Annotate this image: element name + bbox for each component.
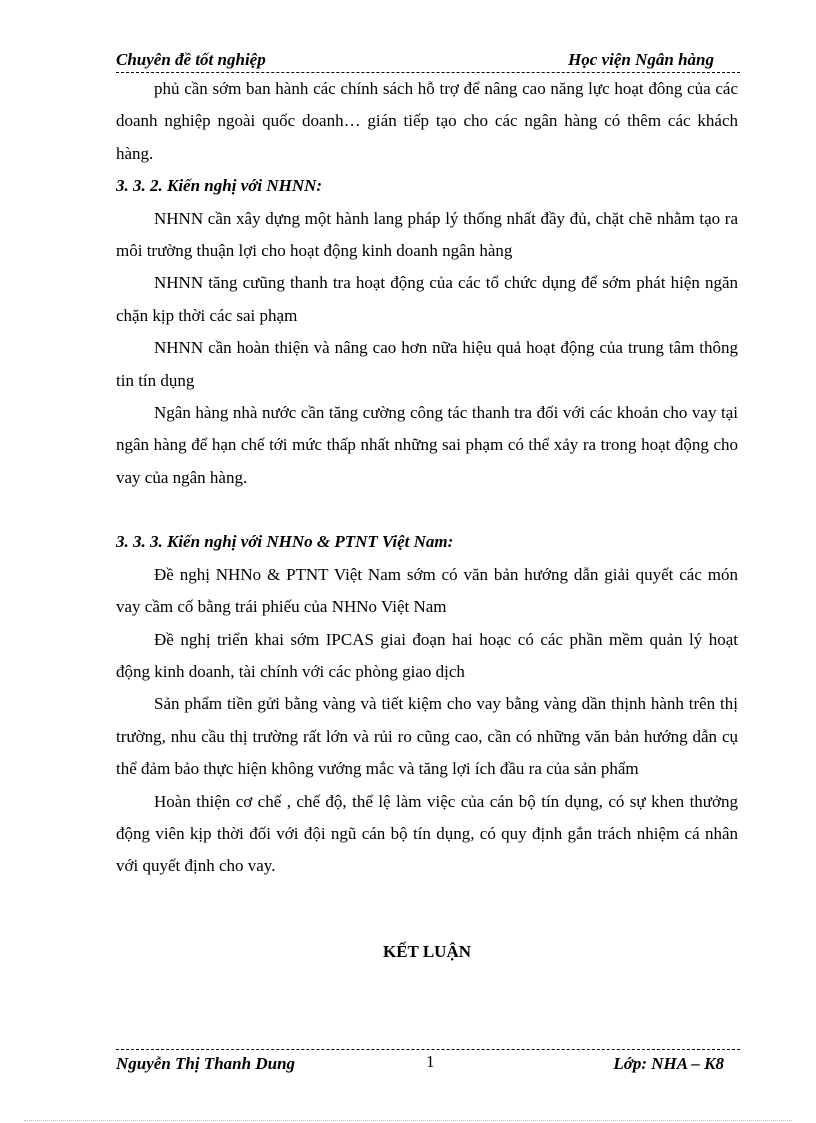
paragraph: Sản phẩm tiền gửi bằng vàng và tiết kiệm cho vay bằng vàng dần thịnh hành trên thị trường, nhu cầu thị trường rất lớn và rủi ro cũng cao, cần có những văn bản hướng dẫn cụ thể đảm bảo thực hiện không vướng mắc và tăng lợi ích đầu ra của sản phẩm: [116, 694, 738, 779]
header-document-type: Chuyên đề tốt nghiệp: [116, 50, 266, 69]
page-edge-divider: [24, 1120, 792, 1121]
conclusion-heading: KẾT LUẬN: [382, 942, 471, 961]
paragraph: NHNN tăng cưũng thanh tra hoạt động của các tổ chức dụng để sớm phát hiện ngăn chặn kịp thời các sai phạm: [116, 273, 738, 325]
paragraph-continuation: phủ cần sớm ban hành các chính sách hỗ trợ để nâng cao năng lực hoạt đông của các doanh nghiệp ngoài quốc doanh… gián tiếp tạo cho các ngân hàng có thêm các khách hàng.: [116, 79, 738, 163]
page-number: 1: [426, 1052, 435, 1071]
paragraph: NHNN cần xây dựng một hành lang pháp lý thống nhất đầy đủ, chặt chẽ nhằm tạo ra môi trường thuận lợi cho hoạt động kinh doanh ngân hàng: [116, 208, 738, 261]
section-heading-nhnn: 3. 3. 2. Kiến nghị với NHNN:: [116, 176, 323, 196]
paragraph: Đề nghị triển khai sớm IPCAS giai đoạn hai hoạc có các phần mềm quản lý hoạt động kinh doanh, tài chính với các phòng giao dịch: [116, 629, 738, 681]
section-heading-nhno: 3. 3. 3. Kiến nghị với NHNo & PTNT Việt Nam:: [116, 532, 454, 552]
paragraph: Hoàn thiện cơ chế , chế độ, thể lệ làm việc của cán bộ tín dụng, có sự khen thưởng động viên kịp thời đối với đội ngũ cán bộ tín dụng, có quy định gắn trách nhiệm cá nhân với quyết định cho vay.: [116, 791, 738, 876]
footer-class: Lớp: NHA – K8: [613, 1054, 724, 1073]
paragraph: Đề nghị NHNo & PTNT Việt Nam sớm có văn bản hướng dẫn giải quyết các món vay cầm cố bằng trái phiếu của NHNo Việt Nam: [116, 564, 738, 617]
blank-line: [116, 494, 738, 526]
paragraph: Ngân hàng nhà nước cần tăng cường công tác thanh tra đối với các khoản cho vay tại ngân hàng để hạn chế tới mức thấp nhất những sai phạm có thể xảy ra trong hoạt động cho vay của ngân hàng.: [116, 403, 738, 487]
page-header: [116, 48, 740, 73]
page-footer: [116, 1049, 740, 1078]
page-body: [116, 73, 738, 883]
paragraph: NHNN cần hoàn thiện và nâng cao hơn nữa hiệu quả hoạt động của trung tâm thông tin tín dụng: [116, 338, 738, 390]
footer-author: Nguyễn Thị Thanh Dung: [116, 1054, 296, 1073]
header-institution: Học viện Ngân hàng: [568, 50, 714, 69]
